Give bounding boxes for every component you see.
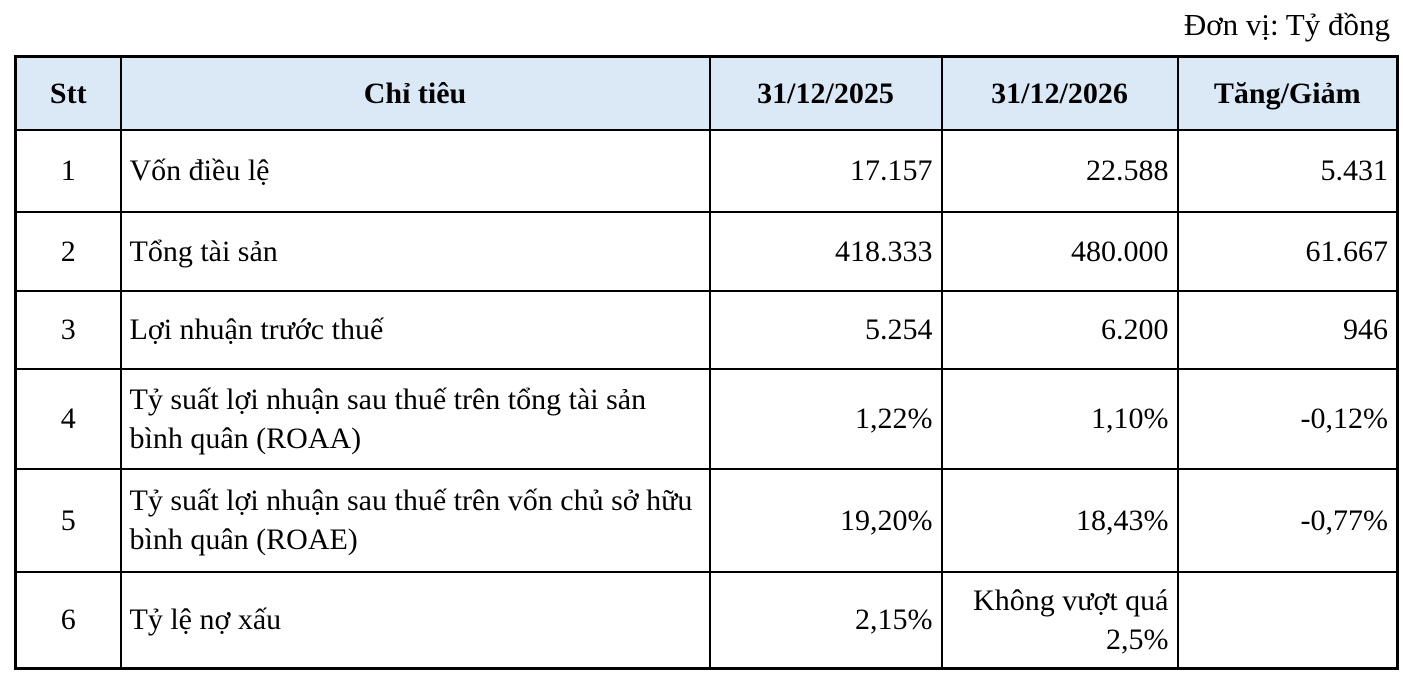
cell-label: Tỷ suất lợi nhuận sau thuế trên vốn chủ sở hữu bình quân (ROAE) (121, 469, 710, 572)
cell-stt: 6 (16, 572, 121, 669)
cell-label: Tỷ lệ nợ xấu (121, 572, 710, 669)
cell-delta: 61.667 (1178, 212, 1398, 291)
cell-value-2026: 480.000 (942, 212, 1178, 291)
cell-stt: 3 (16, 291, 121, 369)
cell-value-2026: 18,43% (942, 469, 1178, 572)
cell-value-2026: Không vượt quá 2,5% (942, 572, 1178, 669)
table-row-loi-nhuan-truoc-thue (16, 291, 1398, 369)
cell-label: Tổng tài sản (121, 212, 710, 291)
cell-delta: 946 (1178, 291, 1398, 369)
table-row-von-dieu-le (16, 130, 1398, 212)
cell-value-2026: 6.200 (942, 291, 1178, 369)
cell-stt: 2 (16, 212, 121, 291)
financial-targets-table (14, 55, 1399, 670)
cell-delta (1178, 572, 1398, 669)
cell-value-2026: 1,10% (942, 369, 1178, 469)
cell-delta: 5.431 (1178, 130, 1398, 212)
header-tang-giam: Tăng/Giảm (1178, 57, 1398, 130)
cell-value-2025: 5.254 (710, 291, 942, 369)
cell-value-2025: 418.333 (710, 212, 942, 291)
cell-stt: 5 (16, 469, 121, 572)
cell-value-2025: 2,15% (710, 572, 942, 669)
table-row-roaa (16, 369, 1398, 469)
cell-delta: -0,12% (1178, 369, 1398, 469)
cell-stt: 1 (16, 130, 121, 212)
cell-label: Tỷ suất lợi nhuận sau thuế trên tổng tài sản bình quân (ROAA) (121, 369, 710, 469)
cell-value-2025: 17.157 (710, 130, 942, 212)
cell-value-2025: 1,22% (710, 369, 942, 469)
unit-label: Đơn vị: Tỷ đồng (1183, 7, 1390, 42)
table-row-ty-le-no-xau (16, 572, 1398, 669)
cell-delta: -0,77% (1178, 469, 1398, 572)
cell-stt: 4 (16, 369, 121, 469)
table-row-tong-tai-san (16, 212, 1398, 291)
header-date-2026: 31/12/2026 (942, 57, 1178, 130)
header-date-2025: 31/12/2025 (710, 57, 942, 130)
cell-value-2026: 22.588 (942, 130, 1178, 212)
cell-label: Vốn điều lệ (121, 130, 710, 212)
cell-value-2025: 19,20% (710, 469, 942, 572)
table-header-row (16, 57, 1398, 130)
table-row-roae (16, 469, 1398, 572)
header-chi-tieu: Chỉ tiêu (121, 57, 710, 130)
cell-label: Lợi nhuận trước thuế (121, 291, 710, 369)
header-stt: Stt (16, 57, 121, 130)
